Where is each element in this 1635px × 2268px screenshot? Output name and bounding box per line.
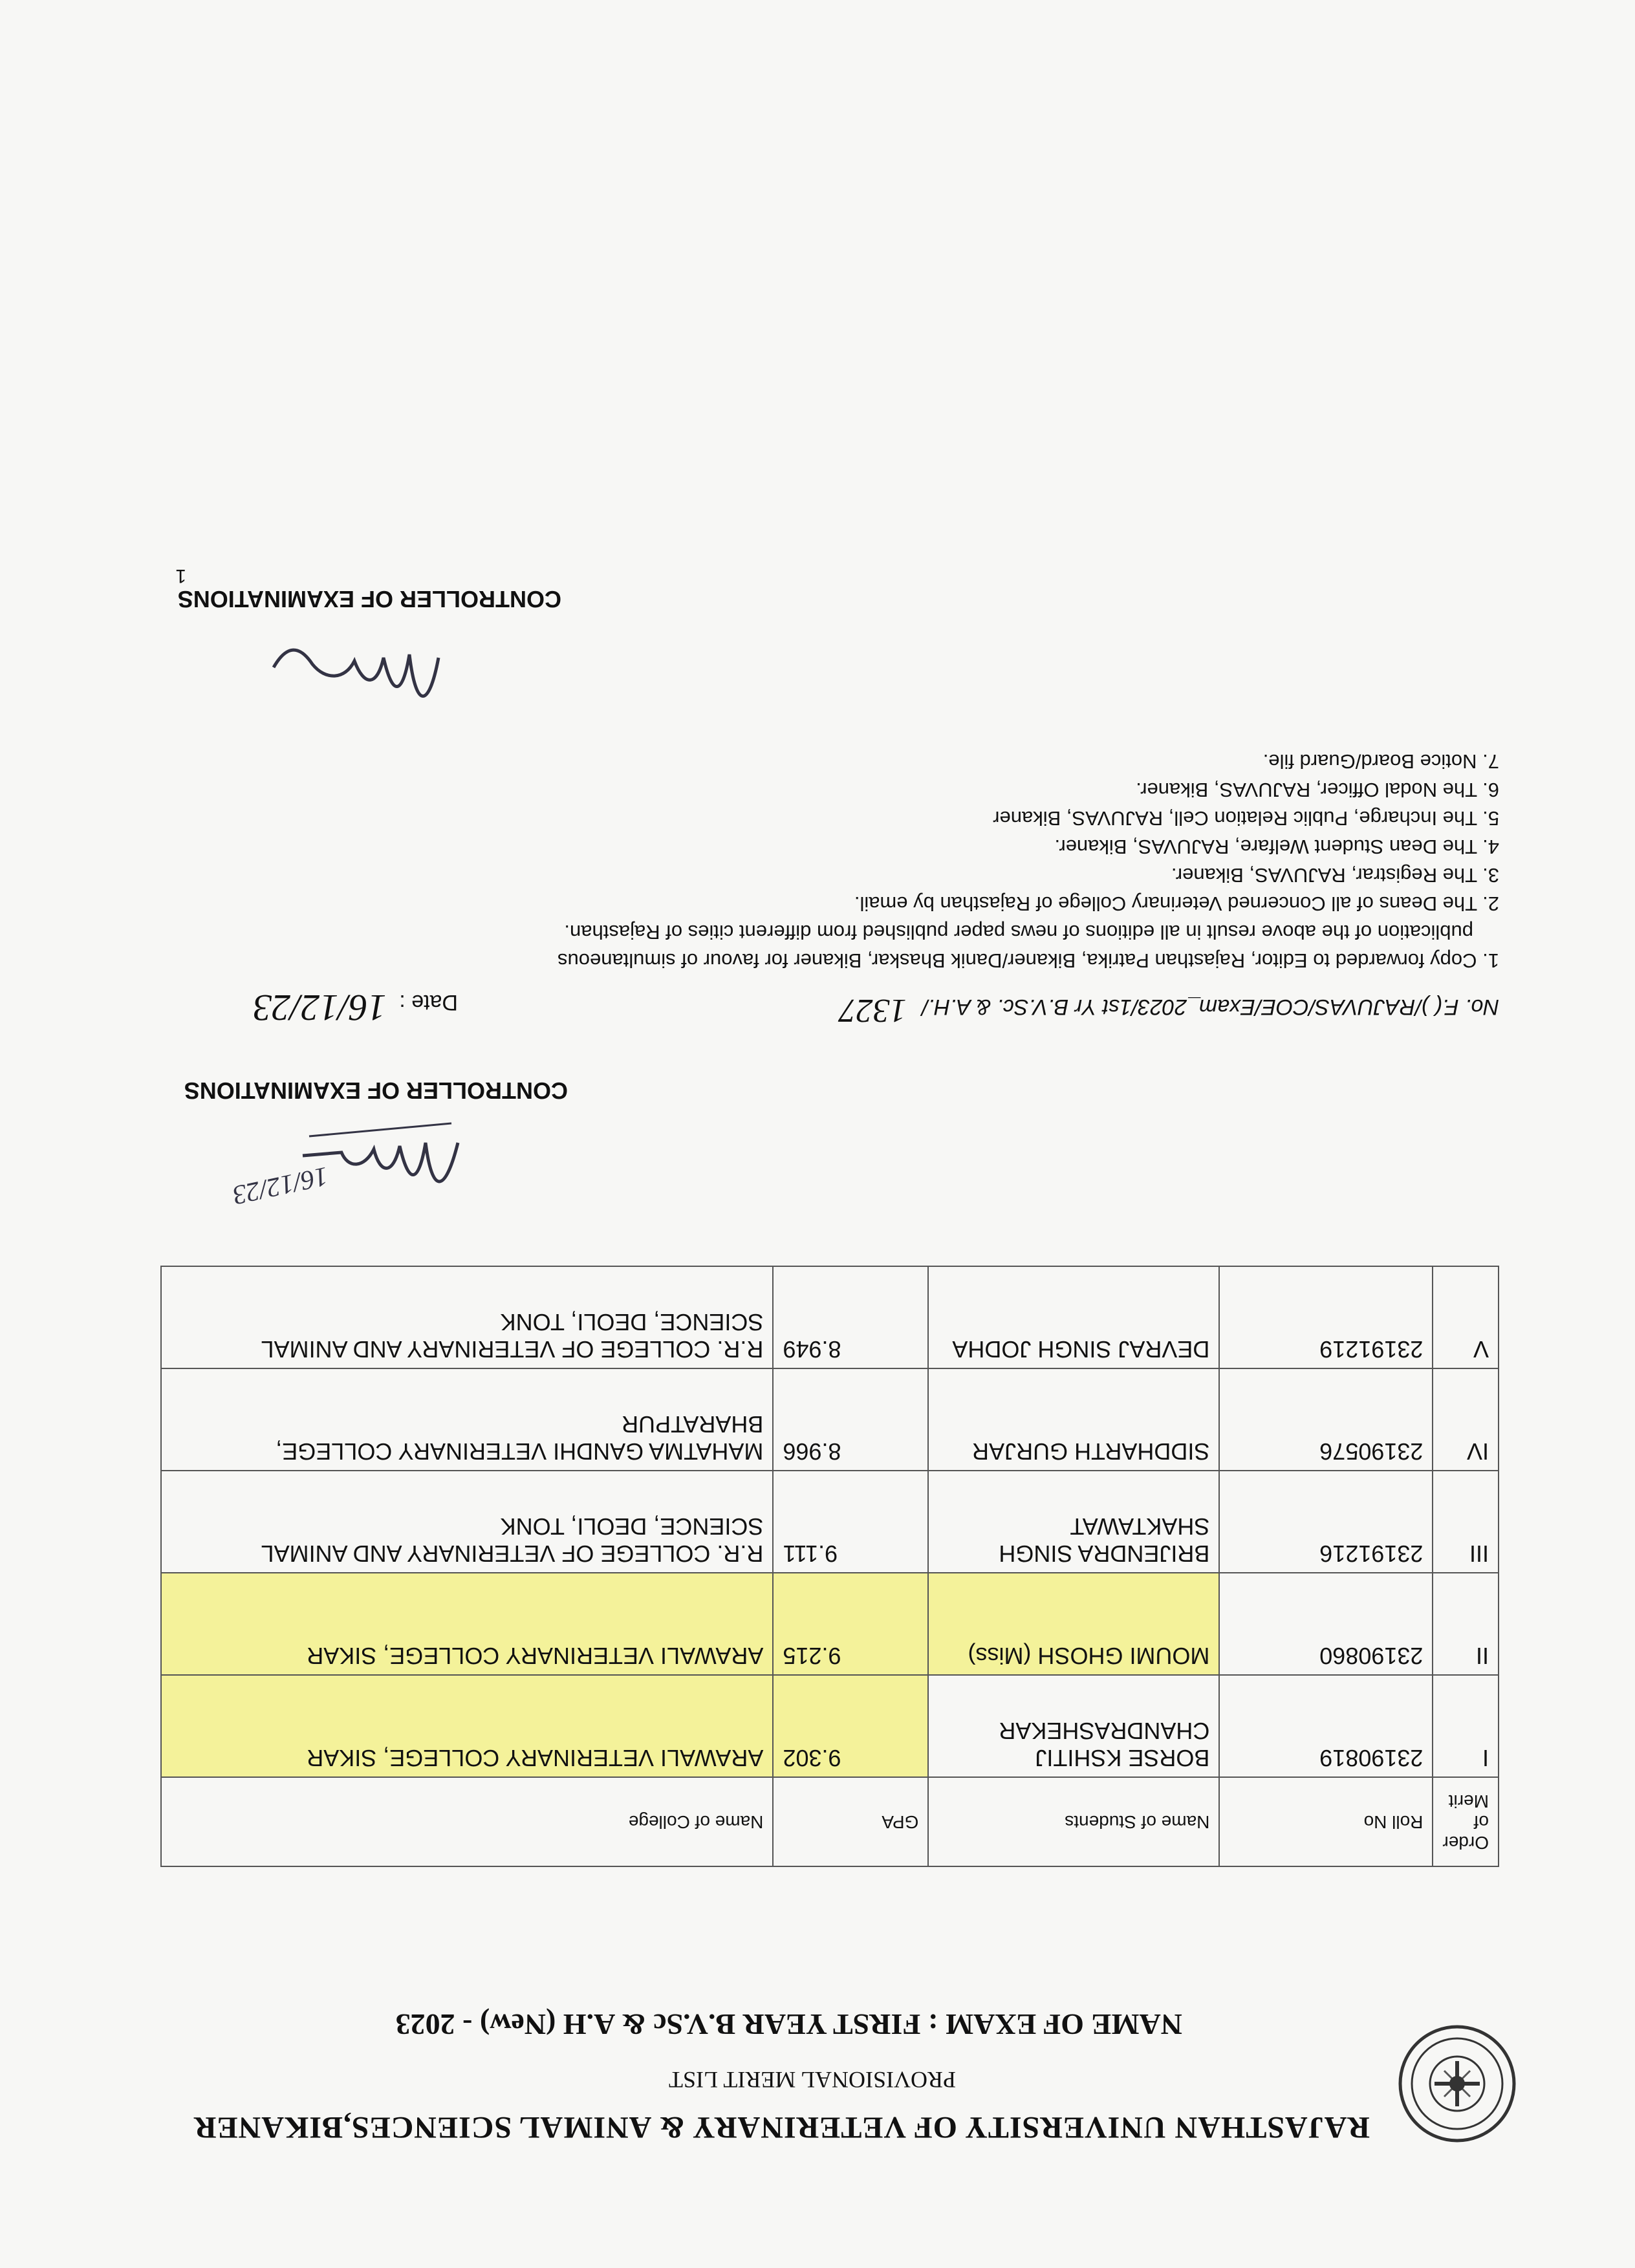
reference-handwritten-number: 1327 bbox=[839, 992, 907, 1029]
date-label: Date : bbox=[399, 990, 458, 1015]
college-name: MAHATMA GANDHI VETERINARY COLLEGE, BHARATPUR bbox=[161, 1368, 773, 1471]
list-item: 4. The Dean Student Welfare, RAJUVAS, Bikaner. bbox=[1054, 836, 1499, 858]
student-name: MOUMI GHOSH (Miss) bbox=[928, 1573, 1219, 1675]
list-item: 7. Notice Board/Guard file. bbox=[1262, 750, 1499, 773]
merit-table bbox=[160, 1266, 1499, 1867]
exam-name: NAME OF EXAM : FIRST YEAR B.V.Sc & A.H (New) - 2023 bbox=[395, 2008, 1182, 2041]
controller-designation: CONTROLLER OF EXAMINATIONS bbox=[177, 586, 561, 612]
college-name: R.R. COLLEGE OF VETERINARY AND ANIMAL SCIENCE, DEOLI, TONK bbox=[161, 1266, 773, 1368]
document-header bbox=[96, 1964, 1519, 2171]
student-name: BORSE KSHITIJ CHANDRASHEKAR bbox=[928, 1675, 1219, 1777]
document-subtitle: PROVISIONAL MERIT LIST bbox=[668, 2067, 956, 2093]
list-item: 3. The Registrar, RAJUVAS, Bikaner. bbox=[1171, 864, 1499, 887]
merit-order: II bbox=[1433, 1573, 1499, 1675]
gpa-value: 9.302 bbox=[773, 1675, 928, 1777]
table-row bbox=[161, 1471, 1499, 1573]
header-student-name: Name of Students bbox=[928, 1777, 1219, 1866]
table-row bbox=[161, 1675, 1499, 1777]
list-item: 5. The Incharge, Public Relation Cell, RAJUVAS, Bikaner bbox=[993, 807, 1499, 830]
table-row bbox=[161, 1266, 1499, 1368]
gpa-value: 9.215 bbox=[773, 1573, 928, 1675]
merit-order: I bbox=[1433, 1675, 1499, 1777]
college-name: ARAWALI VETERINARY COLLEGE, SIKAR bbox=[161, 1675, 773, 1777]
header-order-of-merit: Order of Merit bbox=[1433, 1777, 1499, 1866]
merit-order: V bbox=[1433, 1266, 1499, 1368]
list-item: 6. The Nodal Officer, RAJUVAS, Bikaner. bbox=[1136, 779, 1499, 801]
copy-forwarded-list bbox=[173, 747, 1499, 975]
table-row bbox=[161, 1368, 1499, 1471]
student-name: SIDDHARTH GURJAR bbox=[928, 1368, 1219, 1471]
reference-text: No. F.( )/RAJUVAS/COE/Exam_2023/1st Yr B.V.Sc. & A.H./ bbox=[922, 995, 1499, 1019]
merit-order: IV bbox=[1433, 1368, 1499, 1471]
gpa-value: 8.949 bbox=[773, 1266, 928, 1368]
table-row bbox=[161, 1573, 1499, 1675]
merit-order: III bbox=[1433, 1471, 1499, 1573]
signature-icon bbox=[257, 619, 451, 729]
university-seal-icon bbox=[1396, 2022, 1519, 2145]
roll-number: 23190860 bbox=[1219, 1573, 1433, 1675]
roll-number: 23191216 bbox=[1219, 1471, 1433, 1573]
date-value: 16/12/23 bbox=[253, 987, 387, 1029]
header-roll-no: Roll No bbox=[1219, 1777, 1433, 1866]
header-gpa: GPA bbox=[773, 1777, 928, 1866]
gpa-value: 9.111 bbox=[773, 1471, 928, 1573]
table-header-row bbox=[161, 1777, 1499, 1866]
reference-number bbox=[839, 991, 1500, 1030]
page-number: 1 bbox=[175, 565, 186, 587]
gpa-value: 8.966 bbox=[773, 1368, 928, 1471]
list-item: 1. Copy forwarded to Editor, Rajasthan Patrika, Bikaner/Danik Bhaskar, Bikaner for favour of simultaneous bbox=[557, 949, 1499, 972]
handwritten-date: 16/12/23 bbox=[230, 1160, 331, 1211]
college-name: R.R. COLLEGE OF VETERINARY AND ANIMAL SCIENCE, DEOLI, TONK bbox=[161, 1471, 773, 1573]
list-item: publication of the above result in all editions of news paper published from different cities of Rajasthan. bbox=[564, 921, 1473, 944]
roll-number: 23190819 bbox=[1219, 1675, 1433, 1777]
header-college-name: Name of College bbox=[161, 1777, 773, 1866]
student-name: BRIJENDRA SINGH SHAKTAWAT bbox=[928, 1471, 1219, 1573]
list-item: 2. The Deans of all Concerned Veterinary College of Rajasthan by email. bbox=[854, 892, 1499, 915]
roll-number: 23190576 bbox=[1219, 1368, 1433, 1471]
controller-designation: CONTROLLER OF EXAMINATIONS bbox=[184, 1077, 568, 1104]
student-name: DEVRAJ SINGH JODHA bbox=[928, 1266, 1219, 1368]
reference-date bbox=[253, 986, 458, 1030]
university-name: RAJASTHAN UNIVERSITY OF VETERINARY & ANIMAL SCIENCES,BIKANER bbox=[193, 2110, 1370, 2144]
roll-number: 23191219 bbox=[1219, 1266, 1433, 1368]
college-name: ARAWALI VETERINARY COLLEGE, SIKAR bbox=[161, 1573, 773, 1675]
